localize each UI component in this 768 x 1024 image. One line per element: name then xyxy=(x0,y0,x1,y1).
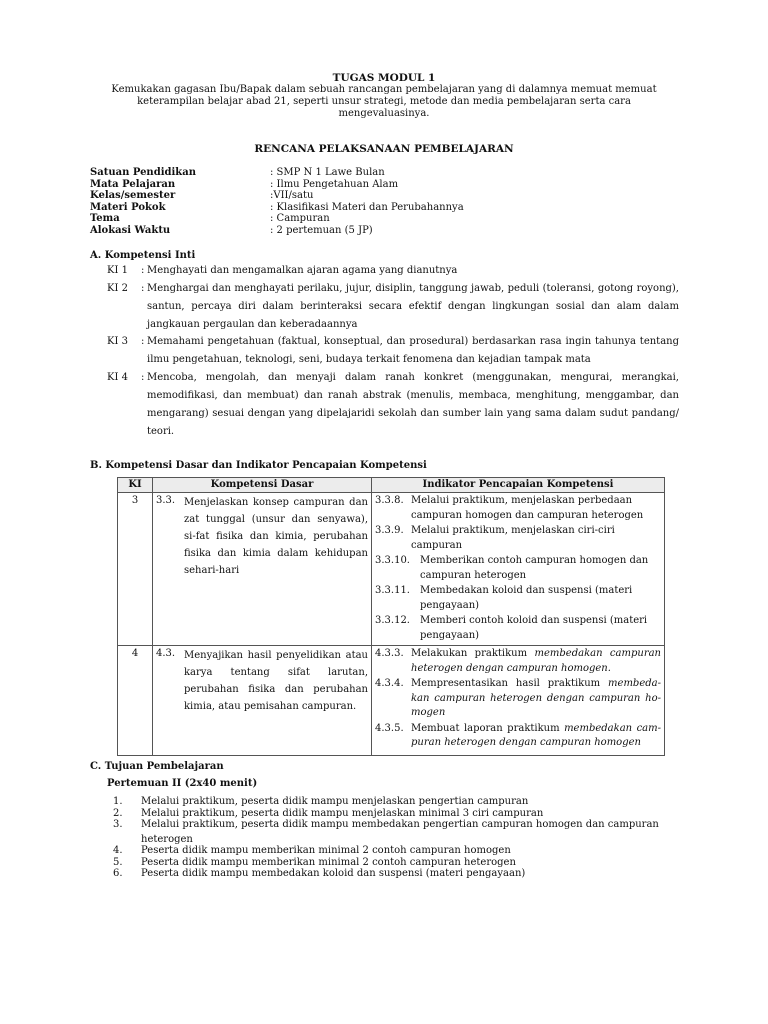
kd-table xyxy=(117,477,665,756)
list-text: Melalui praktikum, peserta didik mampu menjelaskan pengertian campuran xyxy=(141,796,529,807)
indicator-number: 3.3.10. xyxy=(375,555,410,566)
intro-line: keterampilan belajar abad 21, seperti unsur strategi, metode dan media pembelajaran serta cara xyxy=(137,96,631,107)
ki-colon: : xyxy=(141,283,145,294)
section-a-heading: A. Kompetensi Inti xyxy=(90,250,196,261)
indicator-text: Melalui praktikum, menjelaskan ciri-ciri campuran xyxy=(411,525,615,551)
list-item xyxy=(107,845,667,857)
kd-cell xyxy=(153,493,372,646)
intro-paragraph xyxy=(100,84,668,120)
list-number: 3. xyxy=(113,819,123,830)
intro-line: Kemukakan gagasan Ibu/Bapak dalam sebuah rancangan pembelajaran yang di dalamnya memuat memuat xyxy=(111,84,657,95)
indicator-number: 4.3.3. xyxy=(375,648,404,659)
indicator-text: Melalui praktikum, menjelaskan perbedaan campuran homogen dan campuran heterogen xyxy=(411,495,644,521)
intro-line: mengevaluasinya. xyxy=(338,108,430,119)
indicator-text xyxy=(411,677,661,721)
list-item xyxy=(107,868,667,880)
identity-key: Kelas/semester xyxy=(90,190,176,201)
kd-item xyxy=(156,647,368,715)
section-c-heading: C. Tujuan Pembelajaran xyxy=(90,761,224,772)
indicator-text xyxy=(411,647,661,676)
list-number: 2. xyxy=(113,807,123,819)
ki-text: Menghargai dan menghayati perilaku, jujur, disiplin, tanggung jawab, peduli (toleransi, gotong royong), santun, percaya diri dalam berinteraksi secara efektif dengan lingkungan sosial dan alam dalam jangkauan pergaulan dan keberadaannya xyxy=(147,283,679,330)
ki-colon: : xyxy=(141,336,145,347)
kd-text: Menyajikan hasil penyelidikan atau karya tentang sifat larutan, perubahan fisika dan perubahan kimia, atau pemisahan campuran. xyxy=(184,650,368,712)
ki-cell: 4 xyxy=(118,646,153,756)
ki-label: KI 3 xyxy=(107,336,128,347)
table-row xyxy=(118,493,665,646)
ki-colon: : xyxy=(141,372,145,383)
indicator-number: 3.3.8. xyxy=(375,495,404,506)
identity-value: : SMP N 1 Lawe Bulan xyxy=(270,167,385,178)
identity-key: Satuan Pendidikan xyxy=(90,167,196,178)
ki-item xyxy=(107,369,679,441)
indicator-italic: membedakan campuran heterogen dengan campuran homogen. xyxy=(411,648,661,674)
ki-item xyxy=(107,262,679,280)
header-kd: Kompetensi Dasar xyxy=(153,478,372,493)
ki-text: Mencoba, mengolah, dan menyaji dalam ranah konkret (menggunakan, mengurai, merangkai, memodifikasi, dan membuat) dan ranah abstrak (menulis, membaca, menghitung, menggambar, dan mengarang) sesuai dengan yang dipelajaridi sekolah dan sumber lain yang sama dalam sudut pandang/ teori. xyxy=(147,372,679,437)
indicator-item xyxy=(375,584,661,613)
identity-key: Alokasi Waktu xyxy=(90,224,171,236)
ki-cell: 3 xyxy=(118,493,153,646)
ki-colon: : xyxy=(141,265,145,276)
indicator-plain: Mempresentasikan hasil praktikum xyxy=(411,678,609,689)
indicator-number: 4.3.5. xyxy=(375,722,404,734)
identity-key: Tema xyxy=(90,213,120,224)
identity-value: :VII/satu xyxy=(270,190,314,201)
indicator-number: 3.3.9. xyxy=(375,525,404,536)
indicator-italic: membeda-kan campuran heterogen dengan campuran ho-mogen xyxy=(411,678,661,718)
indicator-number: 4.3.4. xyxy=(375,678,404,689)
indicator-text: Memberikan contoh campuran homogen dan campuran heterogen xyxy=(420,555,649,581)
identity-value: : 2 pertemuan (5 JP) xyxy=(270,224,373,236)
list-item xyxy=(107,857,667,869)
ki-label: KI 2 xyxy=(107,283,128,294)
kd-number: 3.3. xyxy=(156,495,176,506)
indicator-text xyxy=(411,722,661,751)
indicator-plain: Melakukan praktikum xyxy=(411,648,535,659)
list-number: 5. xyxy=(113,856,123,868)
header-ipk: Indikator Pencapaian Kompetensi xyxy=(372,478,665,493)
identity-key: Mata Pelajaran xyxy=(90,178,176,190)
meeting-heading: Pertemuan II (2x40 menit) xyxy=(107,778,258,789)
kd-item xyxy=(156,494,368,579)
list-text: Melalui praktikum, peserta didik mampu menjelaskan minimal 3 ciri campuran xyxy=(141,807,544,819)
list-item xyxy=(107,819,667,845)
indicator-item xyxy=(375,494,661,523)
ki-item xyxy=(107,280,679,334)
indicator-item xyxy=(375,722,661,751)
indicator-text: Memberi contoh koloid dan suspensi (materi pengayaan) xyxy=(420,615,648,641)
indicator-text: Membedakan koloid dan suspensi (materi pengayaan) xyxy=(420,585,633,611)
rpp-title: RENCANA PELAKSANAAN PEMBELAJARAN xyxy=(254,143,514,155)
table-row xyxy=(118,646,665,756)
indicator-item xyxy=(375,614,661,643)
header-ki: KI xyxy=(118,478,153,493)
list-item xyxy=(107,808,667,820)
indicator-number: 3.3.11. xyxy=(375,585,410,596)
objectives-list xyxy=(107,796,667,880)
ki-text: Memahami pengetahuan (faktual, konseptual, dan prosedural) berdasarkan rasa ingin tahunya tentang ilmu pengetahuan, teknologi, seni, budaya terkait fenomena dan kejadian tampak mata xyxy=(147,336,679,365)
indicator-number: 3.3.12. xyxy=(375,615,410,626)
indicator-italic: membedakan cam-puran heterogen dengan campuran homogen xyxy=(411,722,661,748)
indicator-item xyxy=(375,524,661,553)
list-text: Melalui praktikum, peserta didik mampu membedakan pengertian campuran homogen dan campuran xyxy=(141,819,659,830)
list-text: Peserta didik mampu memberikan minimal 2 contoh campuran homogen xyxy=(141,845,511,856)
kd-number: 4.3. xyxy=(156,648,176,659)
section-b-heading: B. Kompetensi Dasar dan Indikator Pencapaian Kompetensi xyxy=(90,460,427,471)
ipk-cell xyxy=(372,493,665,646)
list-text: Peserta didik mampu membedakan koloid dan suspensi (materi pengayaan) xyxy=(141,868,526,879)
list-number: 6. xyxy=(113,868,123,879)
ipk-cell xyxy=(372,646,665,756)
document-title: TUGAS MODUL 1 xyxy=(332,72,436,84)
list-item xyxy=(107,796,667,808)
list-number: 4. xyxy=(113,845,123,856)
kd-cell xyxy=(153,646,372,756)
ki-label: KI 1 xyxy=(107,265,128,276)
identity-value: : Campuran xyxy=(270,213,330,224)
indicator-item xyxy=(375,554,661,583)
ki-item xyxy=(107,333,679,369)
list-number: 1. xyxy=(113,796,123,807)
list-text-continuation: heterogen xyxy=(141,833,193,845)
identity-value: : Klasifikasi Materi dan Perubahannya xyxy=(270,201,464,213)
identity-value: : Ilmu Pengetahuan Alam xyxy=(270,178,399,190)
kd-text: Menjelaskan konsep campuran dan zat tunggal (unsur dan senyawa), si-fat fisika dan kimia, perubahan fisika dan kimia dalam kehidupan sehari-hari xyxy=(184,497,368,576)
indicator-plain: Membuat laporan praktikum xyxy=(411,722,565,734)
list-text: Peserta didik mampu memberikan minimal 2 contoh campuran heterogen xyxy=(141,856,516,868)
indicator-item xyxy=(375,647,661,676)
identity-key: Materi Pokok xyxy=(90,201,166,213)
ki-text: Menghayati dan mengamalkan ajaran agama yang dianutnya xyxy=(147,265,458,276)
ki-label: KI 4 xyxy=(107,372,128,383)
indicator-item xyxy=(375,677,661,721)
table-header-row xyxy=(118,478,665,493)
